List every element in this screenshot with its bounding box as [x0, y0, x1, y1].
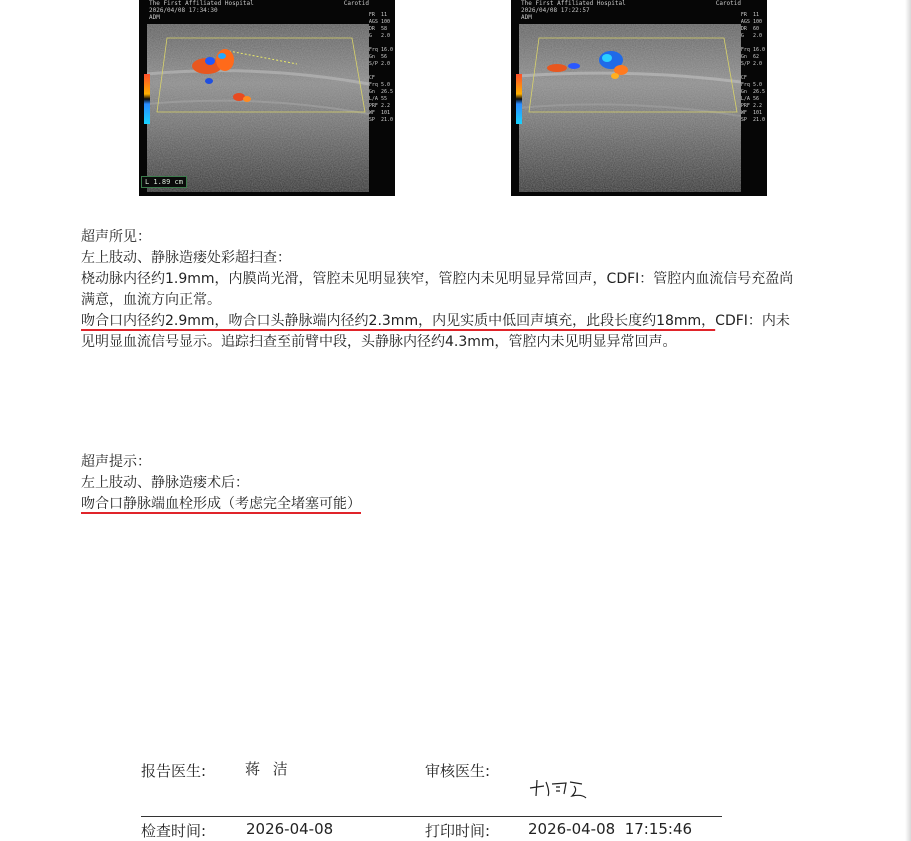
ultrasound-image-left [139, 0, 395, 196]
image-timestamp: 2026/04/08 17:22:57 [521, 7, 590, 14]
findings-title: 超声所见： [81, 229, 151, 245]
findings-line [81, 311, 841, 332]
hospital-name: The First Affiliated Hospital [521, 0, 626, 7]
highlighted-conclusion: 吻合口静脉端血栓形成（考虑完全堵塞可能） [81, 496, 361, 512]
findings-line: 满意，血流方向正常。 [81, 292, 221, 308]
report-doctor-name: 蒋 洁 [245, 760, 292, 778]
impression-conclusion [81, 494, 841, 515]
doppler-scan [519, 24, 741, 192]
print-time-label: 打印时间: [425, 822, 491, 840]
preset-label: Carotid [343, 0, 369, 7]
operator-id: ADM [521, 14, 532, 21]
highlighted-finding: 吻合口内径约2.9mm，吻合口头静脉端内径约2.3mm，内见实质中低回声填充，此段长度约18mm， [81, 313, 716, 329]
report-doctor-label: 报告医生: [141, 762, 207, 780]
scan-parameters: FR 11 AGS 100 DR 60 G 2.0 Frq 16.0 Gn 62 S/P 2.0 CF Frq 5.0 Gn 26.5 L/A 56 PRF 2.2 WF 101 SP 21.0 [740, 12, 765, 123]
impression-title: 超声提示： [81, 454, 151, 470]
findings-line: 见明显血流信号显示。追踪扫查至前臂中段，头静脉内径约4.3mm，管腔内未见明显异常回声。 [81, 334, 677, 350]
signature-divider [141, 816, 722, 817]
hospital-name: The First Affiliated Hospital [149, 0, 254, 7]
findings-line-rest: CDFI：内未 [715, 313, 790, 329]
operator-id: ADM [149, 14, 160, 21]
page-edge-shadow [905, 0, 911, 841]
print-time-value: 2026-04-08 17:15:46 [528, 820, 693, 838]
findings-section [81, 227, 841, 353]
color-scale-bar [516, 74, 522, 124]
exam-time-label: 检查时间: [141, 822, 207, 840]
color-scale-bar [144, 74, 150, 124]
image-timestamp: 2026/04/08 17:34:30 [149, 7, 218, 14]
exam-time-value: 2026-04-08 [246, 820, 334, 838]
doppler-scan [147, 24, 369, 192]
scan-parameters: FR 11 AGS 100 DR 58 G 2.0 Frq 16.0 Gn 56 S/P 2.0 CF Frq 5.0 Gn 26.5 L/A 55 PRF 2.2 WF 101 SP 21.0 [368, 12, 393, 123]
review-doctor-signature [526, 774, 596, 804]
findings-line: 桡动脉内径约1.9mm，内膜尚光滑，管腔未见明显狭窄，管腔内未见明显异常回声，CDFI：管腔内血流信号充盈尚 [81, 271, 794, 287]
ultrasound-image-right [511, 0, 767, 196]
impression-section [81, 452, 841, 515]
findings-subtitle: 左上肢动、静脉造瘘处彩超扫查： [81, 250, 291, 266]
impression-subtitle: 左上肢动、静脉造瘘术后： [81, 475, 249, 491]
image-header [149, 0, 254, 21]
image-header [521, 0, 626, 21]
measurement-readout: L 1.89 cm [141, 176, 187, 188]
preset-label: Carotid [715, 0, 741, 7]
review-doctor-label: 审核医生: [425, 762, 491, 780]
